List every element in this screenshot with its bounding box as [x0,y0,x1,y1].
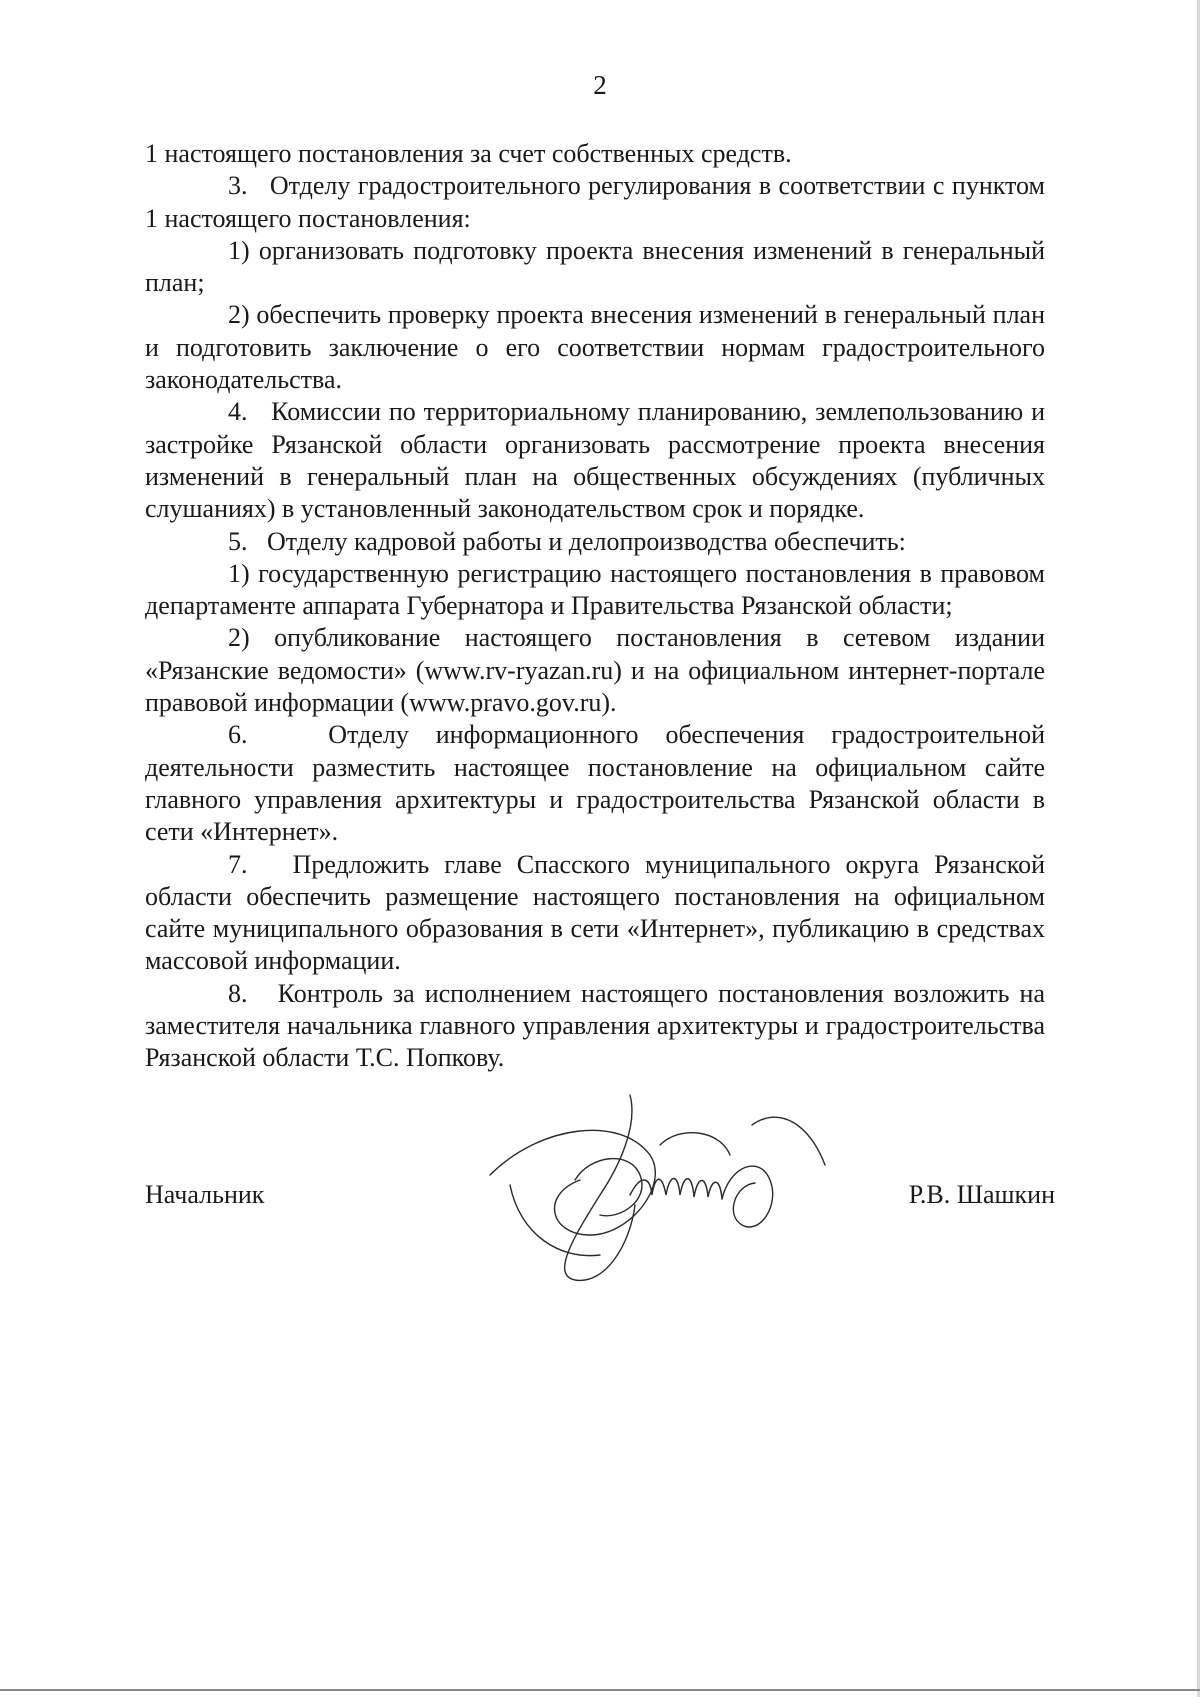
paragraph-item-5-1: 1) государственную регистрацию настоящего постановления в правовом департаменте аппарата Губернатора и Правительства Рязанской области; [145,558,1045,621]
paragraph-item-3-2: 2) обеспечить проверку проекта внесения изменений в генеральный план и подготовить заключение о его соответствии нормам градостроительного законодательства. [145,300,1045,395]
paragraph-item-5: 5. Отделу кадровой работы и делопроизводства обеспечить: [228,526,906,556]
signatory-title: Начальник [145,1180,265,1209]
paragraph-item-4: 4. Комиссии по территориальному планированию, землепользованию и застройке Рязанской области организовать рассмотрение проекта внесения изменений в генеральный план на общественных обсуждениях (публичных слушаниях) в установленный законодательством срок и порядке. [145,397,1045,524]
paragraph-item-8: 8. Контроль за исполнением настоящего постановления возложить на заместителя начальника главного управления архитектуры и градостроительства Рязанской области Т.С. Попкову. [145,978,1045,1073]
paragraph-item-6: 6. Отделу информационного обеспечения градостроительной деятельности разместить настоящее постановление на официальном сайте главного управления архитектуры и градостроительства Рязанской области в сети «Интернет». [145,720,1045,847]
paragraph-item-3: 3. Отделу градостроительного регулирования в соответствии с пунктом 1 настоящего постановления: [145,171,1045,233]
scan-edge-bottom [0,1689,1200,1691]
signatory-name: Р.В. Шашкин [908,1180,1055,1209]
handwritten-signature [480,1085,920,1305]
paragraph-item-7: 7. Предложить главе Спасского муниципального округа Рязанской области обеспечить размещение настоящего постановления на официальном сайте муниципального образования в сети «Интернет», публикацию в средствах массовой информации. [145,849,1045,976]
paragraph-continuation: 1 настоящего постановления за счет собственных средств. [145,139,792,168]
document-body [145,138,1045,1075]
paragraph-item-3-1: 1) организовать подготовку проекта внесения изменений в генеральный план; [145,235,1045,298]
paragraph-item-5-2: 2) опубликование настоящего постановления в сетевом издании «Рязанские ведомости» (www.rv-ryazan.ru) и на официальном интернет-портале правовой информации (www.pravo.gov.ru). [145,623,1045,718]
page-number: 2 [593,70,607,100]
